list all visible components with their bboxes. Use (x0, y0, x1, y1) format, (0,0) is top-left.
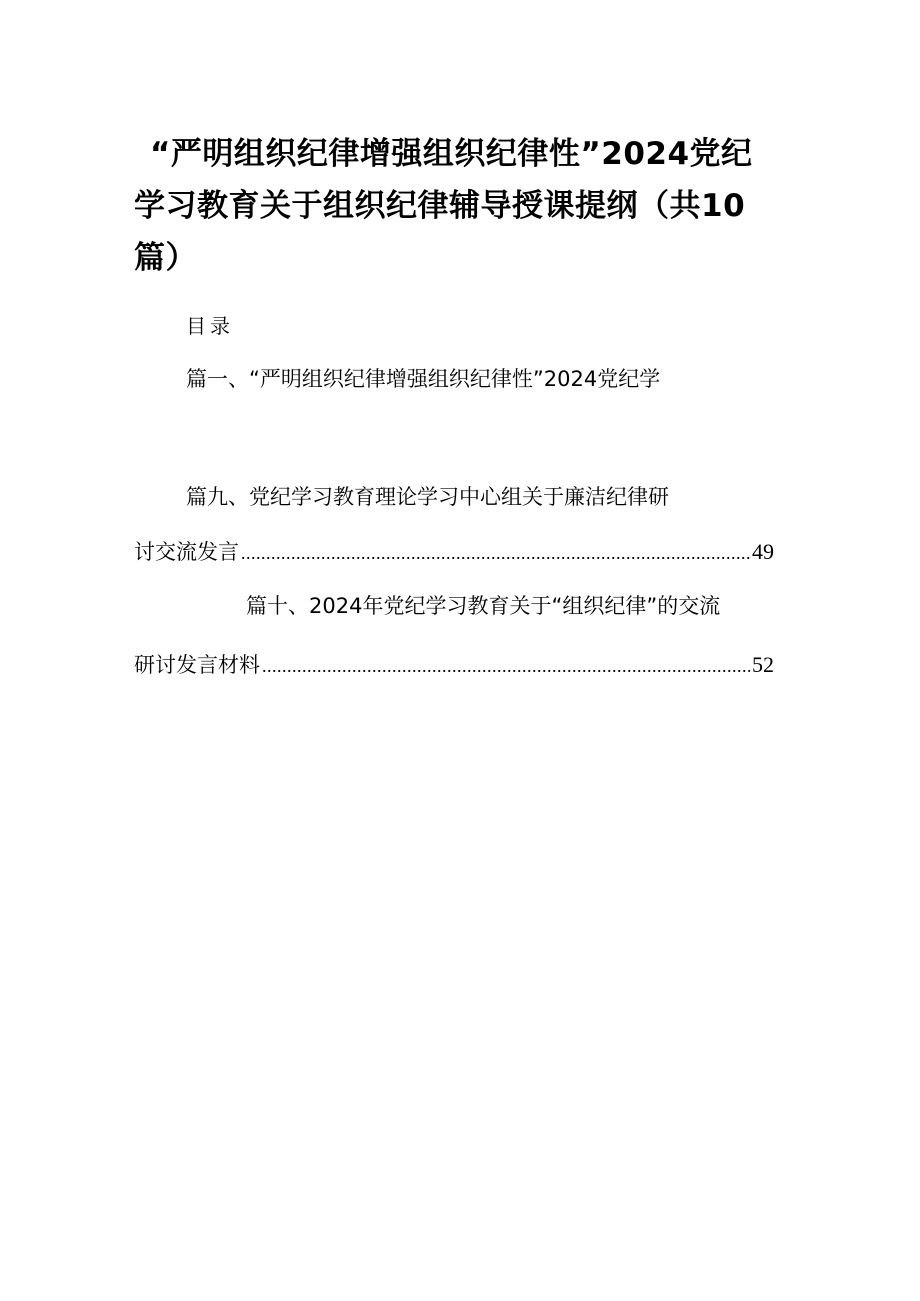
toc-entry-1[interactable]: 篇一、“严明组织纪律增强组织纪律性”2024党纪学 (186, 367, 661, 391)
toc-entry-9-line2[interactable] (134, 537, 774, 568)
toc-leader-dots (262, 651, 750, 681)
toc-entry-10-page-number: 52 (752, 652, 774, 677)
toc-entry-10-line1[interactable]: 篇十、2024年党纪学习教育关于“组织纪律”的交流 (246, 594, 721, 618)
toc-entry-9-text: 讨交流发言 (134, 540, 239, 564)
toc-entry-10-line2[interactable] (134, 650, 774, 681)
toc-leader-dots (241, 538, 750, 568)
toc-entry-10-text: 研讨发言材料 (134, 653, 260, 677)
toc-entry-9-line1[interactable]: 篇九、党纪学习教育理论学习中心组关于廉洁纪律研 (186, 485, 669, 509)
document-title: “严明组织纪律增强组织纪律性”2024党纪学习教育关于组织纪律辅导授课提纲（共10篇） (134, 136, 753, 276)
toc-heading: 目录 (186, 314, 234, 338)
toc-entry-9-page-number: 49 (752, 539, 774, 564)
